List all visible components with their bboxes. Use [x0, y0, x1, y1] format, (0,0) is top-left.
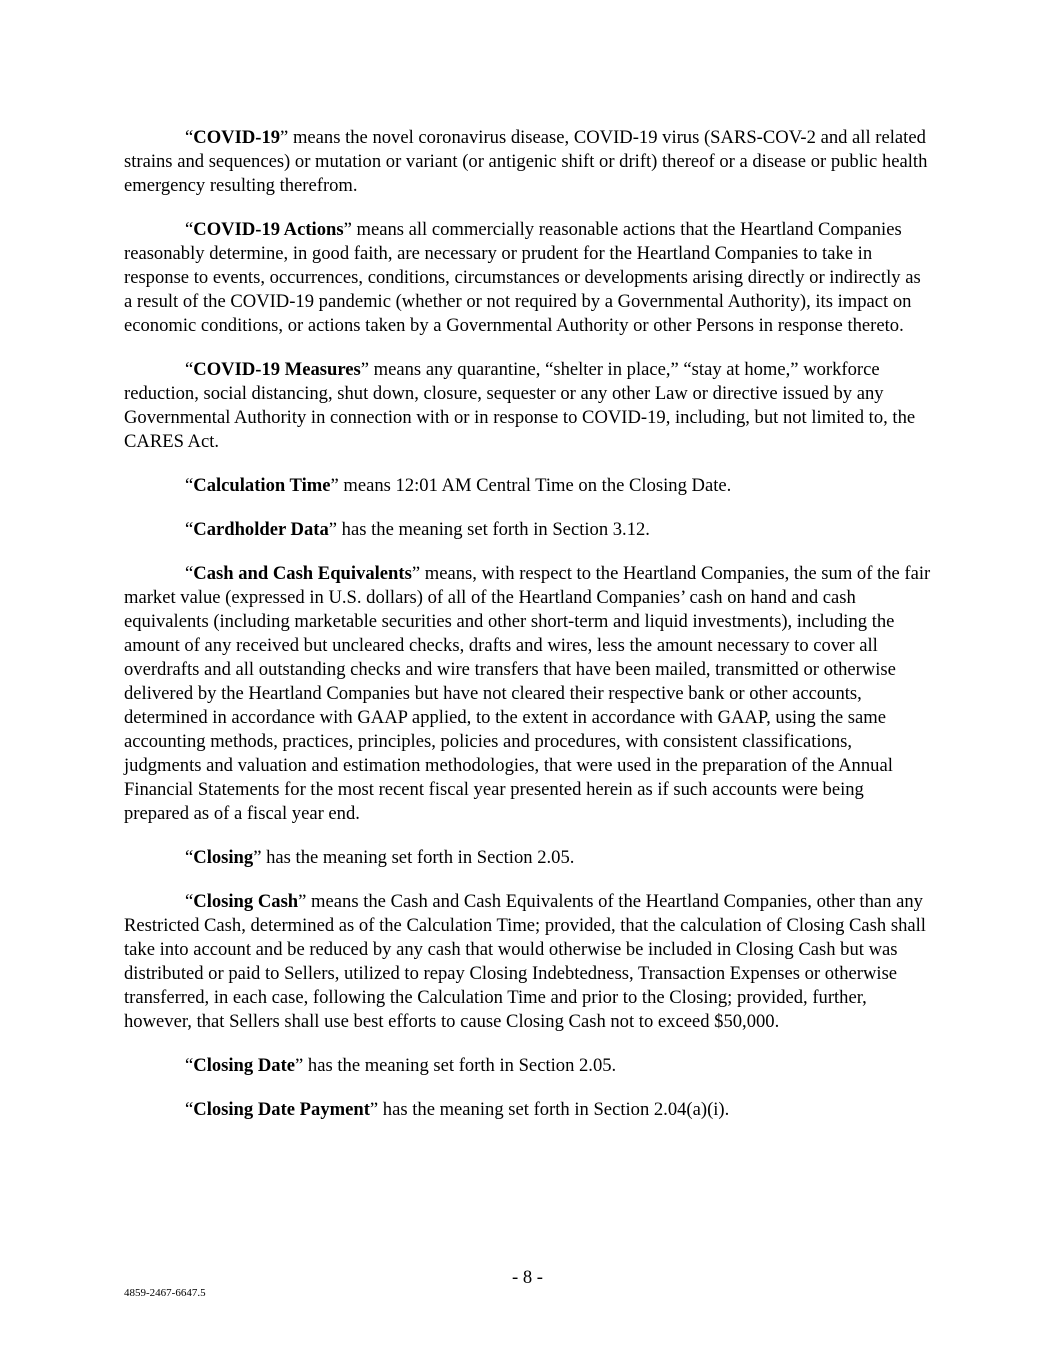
defined-term: COVID-19 Actions	[193, 219, 344, 240]
definition-text: ” means all commercially reasonable actions that the Heartland Companies reasonably determine, in good faith, are necessary or prudent for the Heartland Companies to take in response to events, occurrences, conditions, circumstances or developments arising directly or indirectly as a result of the COVID-19 pandemic (whether or not required by a Governmental Authority), its impact on economic conditions, or actions taken by a Governmental Authority or other Persons in response thereto.	[124, 219, 921, 336]
defined-term: Cardholder Data	[193, 519, 329, 540]
definition-covid-19	[124, 126, 932, 198]
definition-text: ” means the novel coronavirus disease, COVID-19 virus (SARS-COV-2 and all related strains and sequences) or mutation or variant (or antigenic shift or drift) thereof or a disease or public health emergency resulting therefrom.	[124, 127, 928, 196]
definition-calculation-time	[124, 474, 932, 498]
open-quote: “	[185, 1055, 194, 1076]
defined-term: Calculation Time	[193, 475, 331, 496]
defined-term: Closing Date	[193, 1055, 296, 1076]
defined-term: COVID-19	[193, 127, 281, 148]
defined-term: Cash and Cash Equivalents	[193, 563, 412, 584]
definition-closing-date-payment	[124, 1098, 932, 1122]
open-quote: “	[185, 519, 194, 540]
definition-closing-date	[124, 1054, 932, 1078]
definition-text: ” has the meaning set forth in Section 3.12.	[328, 519, 650, 540]
open-quote: “	[185, 891, 194, 912]
definition-text: ” has the meaning set forth in Section 2.05.	[295, 1055, 617, 1076]
open-quote: “	[185, 127, 194, 148]
definition-covid-19-measures	[124, 358, 932, 454]
defined-term: Closing Cash	[193, 891, 299, 912]
definition-text: ” means the Cash and Cash Equivalents of the Heartland Companies, other than any Restricted Cash, determined as of the Calculation Time; provided, that the calculation of Closing Cash shall take into account and be reduced by any cash that would otherwise be included in Closing Cash but was distributed or paid to Sellers, utilized to repay Closing Indebtedness, Transaction Expenses or otherwise transferred, in each case, following the Calculation Time and prior to the Closing; provided, further, however, that Sellers shall use best efforts to cause Closing Cash not to exceed $50,000.	[124, 891, 926, 1032]
definition-closing	[124, 846, 932, 870]
document-body	[124, 126, 932, 1142]
definition-text: ” has the meaning set forth in Section 2.04(a)(i).	[369, 1099, 730, 1120]
open-quote: “	[185, 359, 194, 380]
definition-cash-and-cash-equivalents	[124, 562, 932, 826]
definition-text: ” means 12:01 AM Central Time on the Closing Date.	[330, 475, 732, 496]
definition-cardholder-data	[124, 518, 932, 542]
definition-text: ” means, with respect to the Heartland Companies, the sum of the fair market value (expressed in U.S. dollars) of all of the Heartland Companies’ cash on hand and cash equivalents (including marketable securities and other short-term and liquid investments), including the amount of any received but uncleared checks, drafts and wires, less the amount necessary to cover all overdrafts and all outstanding checks and wire transfers that have been mailed, transmitted or otherwise delivered by the Heartland Companies but have not cleared their respective bank or other accounts, determined in accordance with GAAP applied, to the extent in accordance with GAAP, using the same accounting methods, practices, principles, policies and procedures, with consistent classifications, judgments and valuation and estimation methodologies, that were used in the preparation of the Annual Financial Statements for the most recent fiscal year presented herein as if such accounts were being prepared as of a fiscal year end.	[124, 563, 931, 824]
defined-term: COVID-19 Measures	[193, 359, 361, 380]
open-quote: “	[185, 475, 194, 496]
definition-text: ” has the meaning set forth in Section 2.05.	[253, 847, 575, 868]
definition-covid-19-actions	[124, 218, 932, 338]
open-quote: “	[185, 1099, 194, 1120]
defined-term: Closing	[193, 847, 254, 868]
open-quote: “	[185, 563, 194, 584]
open-quote: “	[185, 847, 194, 868]
open-quote: “	[185, 219, 194, 240]
page-number: - 8 -	[512, 1267, 543, 1288]
defined-term: Closing Date Payment	[193, 1099, 370, 1120]
definition-text: ” means any quarantine, “shelter in place,” “stay at home,” workforce reduction, social distancing, shut down, closure, sequester or any other Law or directive issued by any Governmental Authority in connection with or in response to COVID-19, including, but not limited to, the CARES Act.	[124, 359, 916, 452]
definition-closing-cash	[124, 890, 932, 1034]
document-id: 4859-2467-6647.5	[124, 1287, 206, 1299]
